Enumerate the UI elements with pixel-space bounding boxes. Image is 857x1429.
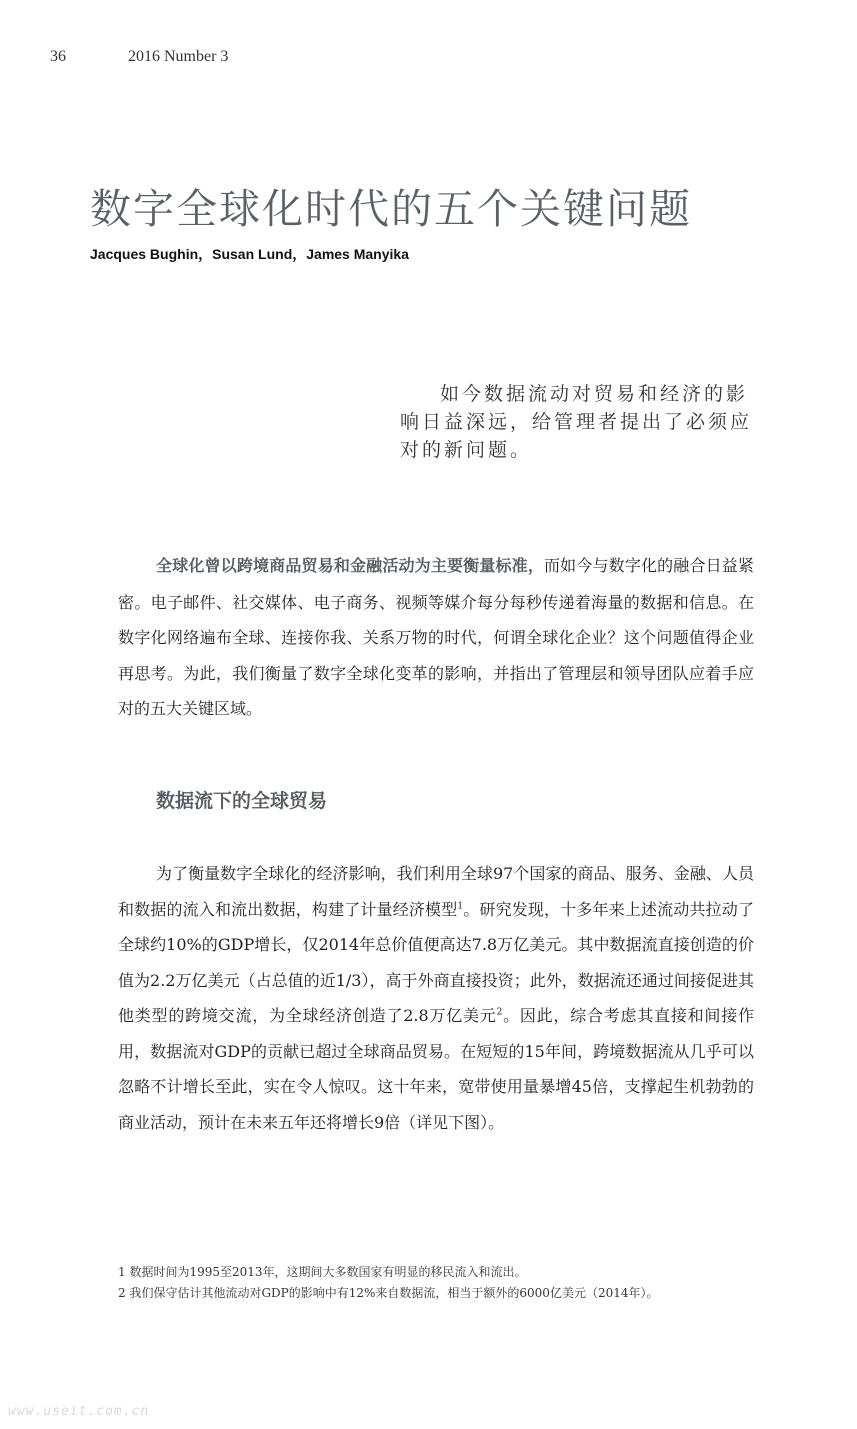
body-text-part-2: 。研究发现，十多年来上述流动共拉动了全球约10%的GDP增长，仅2014年总价值便高达7.8万亿美元。其中数据流直接创造的价值为2.2万亿美元（占总值的近1/3），高于外商直接投资；此外，数据流还通过间接促进其他类型的跨境交流，为全球经济创造了2.8万亿美元 [118,899,754,1025]
footnotes [118,1262,754,1304]
lead-paragraph [118,548,754,727]
pull-quote: 如今数据流动对贸易和经济的影响日益深远，给管理者提出了必须应对的新问题。 [400,383,753,461]
footnote-2: 2 我们保守估计其他流动对GDP的影响中有12%来自数据流，相当于额外的6000亿美元（2014年）。 [118,1286,659,1300]
article-authors: Jacques Bughin，Susan Lund，James Manyika [90,246,409,262]
section-heading: 数据流下的全球贸易 [156,790,328,812]
lead-highlight: 全球化曾以跨境商品贸易和金融活动为主要衡量标准， [156,558,544,575]
footnote-ref-1: 1 [457,901,464,912]
lead-text: 而如今与数字化的融合日益紧密。电子邮件、社交媒体、电子商务、视频等媒介每分每秒传递着海量的数据和信息。在数字化网络遍布全球、连接你我、关系万物的时代，何谓全球化企业？这个问题值得企业再思考。为此，我们衡量了数字全球化变革的影响，并指出了管理层和领导团队应着手应对的五大关键区域。 [118,556,754,718]
body-text-part-1: 为了衡量数字全球化的经济影响，我们利用全球97个国家的商品、服务、金融、人员和数据的流入和流出数据，构建了计量经济模型 [118,864,754,919]
footnote-ref-2: 2 [496,1007,503,1018]
body-paragraph [118,856,754,1140]
page-number: 36 [50,48,66,65]
watermark: www.useit.com.cn [8,1404,150,1419]
body-text-part-3: 。因此，综合考虑其直接和间接作用，数据流对GDP的贡献已超过全球商品贸易。在短短的15年间，跨境数据流从几乎可以忽略不计增长至此，实在令人惊叹。这十年来，宽带使用量暴增45倍，支撑起生机勃勃的商业活动，预计在未来五年还将增长9倍（详见下图）。 [118,1006,754,1132]
article-title: 数字全球化时代的五个关键问题 [90,185,692,233]
issue-label: 2016 Number 3 [128,48,229,65]
footnote-1: 1 数据时间为1995至2013年，这期间大多数国家有明显的移民流入和流出。 [118,1265,527,1279]
